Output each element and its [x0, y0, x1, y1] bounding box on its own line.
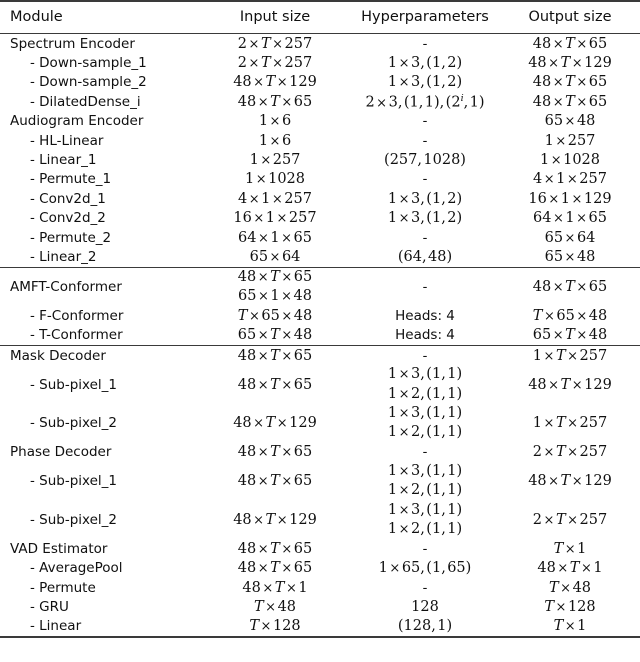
table-row — [0, 617, 640, 637]
cell-module: Spectrum Encoder — [0, 34, 200, 54]
table-row — [0, 131, 640, 150]
table-row — [0, 306, 640, 325]
cell-input-size: 48 × T × 129 — [233, 415, 317, 432]
cell-hyperparameters: 1 × 65, (1, 65) — [378, 560, 472, 577]
cell-hyperparameters: 2 × 3, (1, 1), (2$^i$, 1) — [365, 93, 485, 111]
cell-input-size: 48 × T × 65 — [237, 473, 313, 490]
cell-hyperparameters: 1 × 3, (1, 2) — [387, 74, 463, 91]
cell-hyperparameters: - — [422, 113, 428, 130]
cell-hyperparameters: 1 × 3, (1, 1) 1 × 2, (1, 1) — [387, 366, 463, 402]
table-row — [0, 404, 640, 443]
cell-module: Phase Decoder — [10, 444, 112, 461]
cell-output-size: 65 × 48 — [544, 248, 596, 265]
cell-hyperparameters: - — [422, 229, 428, 246]
cell-input-size: 48 × T × 65 — [237, 376, 313, 393]
cell-input-size: 48 × T × 1 — [242, 579, 308, 596]
cell-module: - Down-sample_2 — [30, 74, 147, 91]
cell-hyperparameters: Heads: 4 — [395, 307, 455, 324]
cell-module: Audiogram Encoder — [10, 113, 144, 130]
table-row — [0, 150, 640, 169]
cell-module: - Permute — [30, 579, 96, 596]
column-header-output-size: Output size — [500, 1, 640, 34]
cell-hyperparameters: 128 — [411, 598, 439, 615]
cell-hyperparameters: Heads: 4 — [395, 327, 455, 344]
cell-output-size: 65 × T × 48 — [532, 327, 608, 344]
cell-module: - HL-Linear — [30, 132, 104, 149]
cell-output-size: T × 1 — [553, 540, 587, 557]
cell-output-size: 65 × 48 — [544, 113, 596, 130]
cell-output-size: 48 × T × 65 — [500, 267, 640, 306]
cell-input-size: 65 × T × 48 — [237, 327, 313, 344]
cell-module: VAD Estimator — [10, 540, 108, 557]
cell-input-size: T × 48 — [253, 598, 297, 615]
cell-input-size: 1 × 6 — [258, 113, 292, 130]
cell-hyperparameters: 1 × 3, (1, 2) — [387, 55, 463, 72]
table-row — [0, 365, 640, 404]
table-row — [0, 558, 640, 577]
table-row — [0, 326, 640, 346]
cell-module: - AveragePool — [30, 560, 123, 577]
cell-output-size: 48 × T × 129 — [528, 473, 612, 490]
cell-input-size: 64 × 1 × 65 — [238, 229, 312, 246]
cell-output-size: T × 48 — [548, 579, 592, 596]
header-row — [0, 1, 640, 34]
table-row — [0, 73, 640, 92]
table-row — [0, 247, 640, 267]
cell-hyperparameters: - — [422, 132, 428, 149]
cell-hyperparameters: - — [350, 267, 500, 306]
cell-hyperparameters: (64, 48) — [397, 248, 453, 265]
cell-module: - Permute_2 — [30, 229, 112, 246]
column-header-hyperparameters: Hyperparameters — [350, 1, 500, 34]
cell-input-size: 1 × 257 — [249, 152, 301, 169]
cell-input-size: 2 × T × 257 — [200, 34, 350, 54]
cell-module: - Linear_1 — [30, 152, 97, 169]
cell-hyperparameters: 1 × 3, (1, 1) 1 × 2, (1, 1) — [387, 462, 463, 499]
cell-input-size: 1 × 1028 — [244, 171, 306, 188]
table-row — [0, 209, 640, 228]
cell-output-size: T × 1 — [553, 618, 587, 635]
table-row — [0, 92, 640, 111]
rule-cell — [200, 637, 350, 638]
cell-output-size: 16 × 1 × 129 — [528, 190, 612, 207]
cell-hyperparameters: 1 × 3, (1, 1) 1 × 2, (1, 1) — [387, 404, 463, 441]
rule-cell — [350, 637, 500, 638]
cell-module: - Linear_2 — [30, 248, 97, 265]
table-row — [0, 53, 640, 72]
cell-input-size: 2 × T × 257 — [237, 55, 313, 72]
cell-input-size: T × 128 — [249, 618, 301, 635]
cell-output-size: 65 × 64 — [544, 229, 596, 246]
cell-hyperparameters: - — [422, 540, 428, 557]
cell-output-size: 48 × T × 65 — [500, 34, 640, 54]
cell-module: - Conv2d_1 — [30, 190, 106, 207]
rule-cell — [500, 637, 640, 638]
cell-output-size: 48 × T × 65 — [532, 93, 608, 110]
cell-output-size: 1 × 257 — [544, 132, 596, 149]
cell-hyperparameters: 1 × 3, (1, 2) — [387, 190, 463, 207]
cell-output-size: 1 × T × 257 — [532, 415, 608, 432]
cell-input-size: 65 × 64 — [249, 248, 301, 265]
cell-hyperparameters: 1 × 3, (1, 1) 1 × 2, (1, 1) — [387, 501, 463, 537]
table-row — [0, 112, 640, 131]
cell-output-size: 1 × T × 257 — [500, 346, 640, 366]
cell-input-size: 1 × 6 — [258, 132, 292, 149]
table-row — [0, 501, 640, 540]
cell-input-size: 4 × 1 × 257 — [238, 190, 312, 207]
column-header-input-size: Input size — [200, 1, 350, 34]
cell-output-size: 48 × T × 1 — [537, 560, 603, 577]
table-row — [0, 539, 640, 558]
table-row — [0, 267, 640, 306]
cell-output-size: 48 × T × 65 — [532, 74, 608, 91]
table-row — [0, 189, 640, 208]
cell-output-size: 2 × T × 257 — [532, 444, 608, 461]
table-header — [0, 1, 640, 34]
cell-module: - Linear — [30, 618, 82, 635]
column-header-module: Module — [0, 1, 200, 34]
cell-module: - Sub-pixel_1 — [30, 473, 118, 490]
cell-input-size: 48 × T × 65 — [237, 444, 313, 461]
cell-input-size: T × 65 × 48 — [237, 307, 313, 324]
cell-output-size: 1 × 1028 — [539, 152, 601, 169]
cell-input-size: 48 × T × 65 65 × 1 × 48 — [200, 267, 350, 306]
cell-input-size: 16 × 1 × 257 — [233, 210, 317, 227]
cell-module: - Sub-pixel_2 — [30, 511, 118, 528]
cell-module: AMFT-Conformer — [0, 267, 200, 306]
cell-input-size: 48 × T × 129 — [233, 74, 317, 91]
rule-cell — [0, 637, 200, 638]
cell-hyperparameters: - — [422, 171, 428, 188]
cell-output-size: 48 × T × 129 — [528, 55, 612, 72]
cell-module: - Sub-pixel_2 — [30, 415, 118, 432]
cell-output-size: 2 × T × 257 — [532, 511, 608, 528]
cell-hyperparameters: (257, 1028) — [384, 152, 466, 169]
table-row — [0, 228, 640, 247]
cell-output-size: T × 65 × 48 — [532, 307, 608, 324]
cell-module: - Conv2d_2 — [30, 210, 106, 227]
cell-module: Mask Decoder — [0, 346, 200, 366]
cell-module: - F-Conformer — [30, 307, 124, 324]
table-row — [0, 462, 640, 501]
cell-module: - DilatedDense_i — [30, 93, 141, 110]
table-body — [0, 34, 640, 639]
cell-hyperparameters: 1 × 3, (1, 2) — [387, 210, 463, 227]
table-row — [0, 443, 640, 462]
cell-module: - T-Conformer — [30, 327, 123, 344]
table-row — [0, 578, 640, 597]
cell-output-size: 48 × T × 129 — [528, 376, 612, 393]
cell-input-size: 48 × T × 129 — [233, 511, 317, 528]
cell-hyperparameters: - — [350, 346, 500, 366]
cell-hyperparameters: (128, 1) — [397, 618, 453, 635]
cell-input-size: 48 × T × 65 — [237, 560, 313, 577]
cell-output-size: 4 × 1 × 257 — [533, 171, 607, 188]
cell-input-size: 48 × T × 65 — [200, 346, 350, 366]
table-row — [0, 597, 640, 616]
cell-hyperparameters: - — [350, 34, 500, 54]
cell-output-size: T × 128 — [544, 598, 596, 615]
cell-hyperparameters: - — [422, 444, 428, 461]
cell-module: - Down-sample_1 — [30, 55, 147, 72]
cell-hyperparameters: - — [422, 579, 428, 596]
cell-module: - Sub-pixel_1 — [30, 376, 118, 393]
cell-input-size: 48 × T × 65 — [237, 93, 313, 110]
table-row — [0, 34, 640, 54]
table-bottom-rule — [0, 637, 640, 638]
cell-module: - GRU — [30, 598, 69, 615]
cell-input-size: 48 × T × 65 — [237, 540, 313, 557]
cell-output-size: 64 × 1 × 65 — [533, 210, 607, 227]
table-row — [0, 346, 640, 366]
table-row — [0, 170, 640, 189]
cell-module: - Permute_1 — [30, 171, 112, 188]
